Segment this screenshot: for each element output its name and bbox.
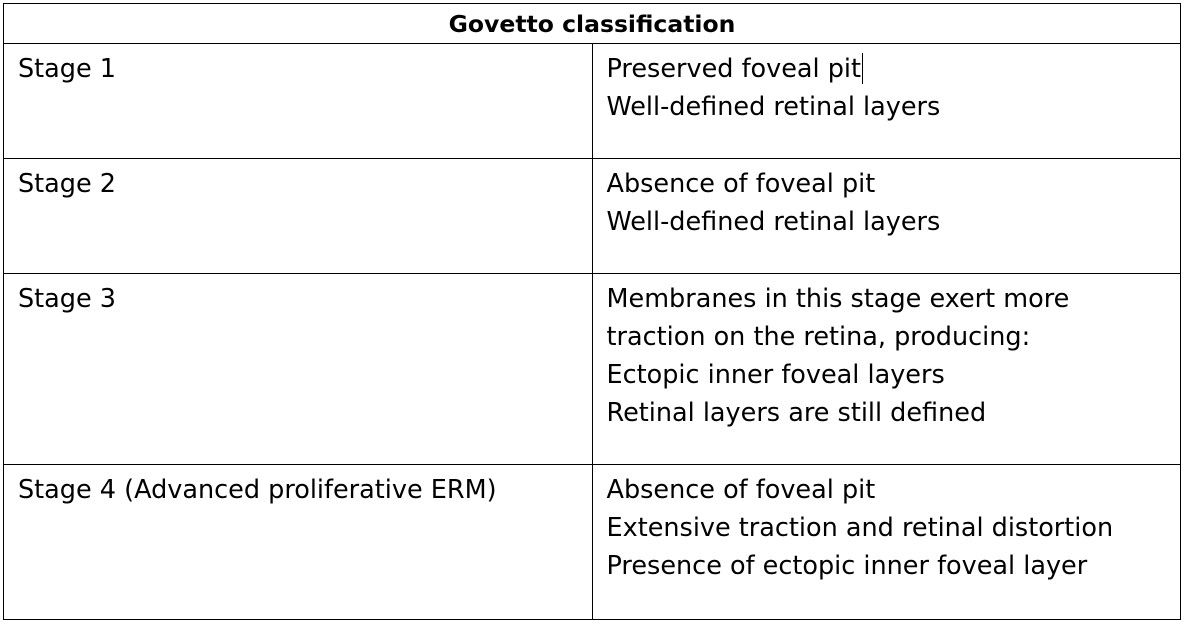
table-title: Govetto classification — [4, 4, 1181, 44]
stage-label: Stage 2 — [4, 159, 593, 274]
description-line: Presence of ectopic inner foveal layer — [606, 551, 1088, 581]
table-header-row — [4, 4, 1181, 44]
stage-label: Stage 4 (Advanced proliferative ERM) — [4, 465, 593, 620]
stage-label: Stage 3 — [4, 274, 593, 465]
description-line: Absence of foveal pit — [606, 169, 876, 199]
description-line: Ectopic inner foveal layers — [606, 360, 945, 390]
stage-description — [592, 44, 1181, 159]
stage-description — [592, 274, 1181, 465]
description-line: Extensive traction and retinal distortion — [606, 513, 1114, 543]
stage-label: Stage 1 — [4, 44, 593, 159]
table-row — [4, 274, 1181, 465]
description-line: Absence of foveal pit — [606, 475, 876, 505]
description-line: Preserved foveal pit — [606, 54, 862, 84]
table-row — [4, 159, 1181, 274]
description-line: traction on the retina, producing: — [606, 322, 1031, 352]
table-row — [4, 44, 1181, 159]
govetto-classification-table — [3, 3, 1181, 620]
text-cursor — [862, 53, 863, 84]
stage-description — [592, 159, 1181, 274]
stage-description — [592, 465, 1181, 620]
description-line: Well-defined retinal layers — [606, 92, 941, 122]
table-row — [4, 465, 1181, 620]
description-line: Membranes in this stage exert more — [606, 284, 1070, 314]
description-line: Retinal layers are still defined — [606, 398, 987, 428]
description-line: Well-defined retinal layers — [606, 207, 941, 237]
